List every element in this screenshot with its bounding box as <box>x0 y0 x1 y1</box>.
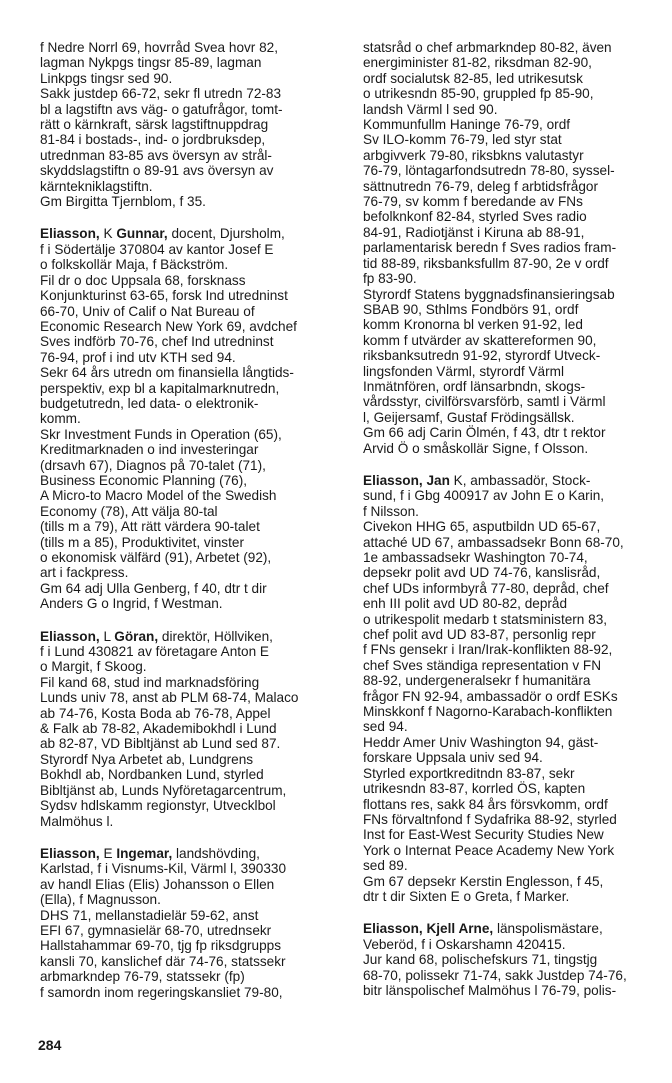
text-line <box>40 798 340 813</box>
text-segment: Sves indförb 70-76, chef Ind utredninst <box>40 334 274 350</box>
text-segment: Styrled exportkreditndn 83-87, sekr <box>363 765 575 781</box>
text-line <box>363 689 655 704</box>
text-segment: Fil kand 68, stud ind marknadsföring <box>40 674 260 690</box>
text-segment: f i Lund 430821 av företagare Anton E <box>40 644 270 660</box>
text-segment: fp 83-90. <box>363 271 417 287</box>
text-line <box>363 132 655 147</box>
text-segment: länspolismästare, <box>493 921 603 937</box>
text-segment: energiminister 81-82, riksdman 82-90, <box>363 55 592 71</box>
text-segment: arbgivverk 79-80, riksbkns valutastyr <box>363 147 584 163</box>
text-line <box>40 411 340 426</box>
text-line <box>363 535 655 550</box>
entry-name: Eliasson, Kjell Arne, <box>363 921 494 937</box>
text-line <box>363 333 655 348</box>
text-line <box>363 735 655 750</box>
text-segment: direktör, Höllviken, <box>158 628 273 644</box>
text-segment: 76-79, sv komm f beredande av FNs <box>363 194 583 210</box>
text-line <box>363 40 655 55</box>
text-line <box>40 381 340 396</box>
text-segment: ab 82-87, VD Bibltjänst ab Lund sed 87. <box>40 736 281 752</box>
text-line <box>40 736 340 751</box>
text-segment: Minskkonf f Nagorno-Karabach-konflikten <box>363 704 613 720</box>
text-line <box>40 954 340 969</box>
text-line <box>40 504 340 519</box>
text-segment: (tills m a 79), Att rätt värdera 90-talet <box>40 519 260 535</box>
text-line <box>363 719 655 734</box>
text-segment: komm. <box>40 411 81 427</box>
entry-header-line <box>40 846 340 861</box>
text-line <box>40 488 340 503</box>
text-segment: riksbanksutredn 91-92, styrordf Utveck- <box>363 348 601 364</box>
text-line <box>363 441 655 456</box>
text-line <box>363 179 655 194</box>
text-line <box>363 658 655 673</box>
text-line <box>363 364 655 379</box>
text-segment: (Ella), f Magnusson. <box>40 892 161 908</box>
text-segment: Sekr 64 års utredn om finansiella långtids- <box>40 365 294 381</box>
text-line <box>40 767 340 782</box>
text-line <box>40 690 340 705</box>
text-line <box>40 365 340 380</box>
text-line <box>40 814 340 829</box>
text-segment: K, ambassadör, Stock- <box>449 472 591 488</box>
text-segment: o utrikespolit medarb t statsministern 83, <box>363 611 608 627</box>
text-segment: docent, Djursholm, <box>167 226 285 242</box>
text-segment: ordf socialutsk 82-85, led utrikesutsk <box>363 70 583 86</box>
entry-name: Gunnar, <box>116 226 168 242</box>
text-line <box>40 581 340 596</box>
text-segment: 88-92, undergeneralsekr f humanitära <box>363 673 591 689</box>
text-segment: Bokhdl ab, Nordbanken Lund, styrled <box>40 767 264 783</box>
text-line <box>40 132 340 147</box>
text-segment: o utrikesndn 85-90, gruppled fp 85-90, <box>363 86 594 102</box>
text-segment: Malmöhus l. <box>40 813 114 829</box>
text-segment: lagman Nykpgs tingsr 85-89, lagman <box>40 55 262 71</box>
text-segment: sed 94. <box>363 719 408 735</box>
text-line <box>363 302 655 317</box>
text-line <box>363 983 655 998</box>
text-line <box>40 163 340 178</box>
text-line <box>363 766 655 781</box>
text-line <box>40 427 340 442</box>
text-line <box>363 750 655 765</box>
text-line <box>40 877 340 892</box>
text-line <box>40 783 340 798</box>
text-line <box>363 287 655 302</box>
text-line <box>363 256 655 271</box>
text-line <box>363 102 655 117</box>
text-line <box>363 581 655 596</box>
text-segment: enh III polit avd UD 80-82, depråd <box>363 596 568 612</box>
text-segment: Styrordf Statens byggnadsfinansieringsab <box>363 286 615 302</box>
left-column <box>40 40 340 1000</box>
text-line <box>40 242 340 257</box>
text-segment: f Nedre Norrl 69, hovrråd Svea hovr 82, <box>40 40 279 55</box>
text-segment: Civekon HHG 65, asputbildn UD 65-67, <box>363 519 601 535</box>
text-segment: Styrordf Nya Arbetet ab, Lundgrens <box>40 751 254 767</box>
text-segment: o folkskollär Maja, f Bäckström. <box>40 257 229 273</box>
text-segment: komm Kronorna bl verken 91-92, led <box>363 317 583 333</box>
text-segment: sed 89. <box>363 858 408 874</box>
text-line <box>363 968 655 983</box>
text-line <box>363 86 655 101</box>
text-line <box>40 86 340 101</box>
text-segment: Anders G o Ingrid, f Westman. <box>40 596 223 612</box>
entry-separator <box>40 829 340 846</box>
text-segment: lingsfonden Värml, styrordf Värml <box>363 363 564 379</box>
text-segment: Bibltjänst ab, Lunds Nyföretagarcentrum, <box>40 782 287 798</box>
text-line <box>40 535 340 550</box>
text-line <box>40 350 340 365</box>
text-segment: attaché UD 67, ambassadsekr Bonn 68-70, <box>363 534 624 550</box>
text-line <box>363 209 655 224</box>
text-segment: FNs förvaltnfond f Sydafrika 88-92, styrled <box>363 811 617 827</box>
text-line <box>363 163 655 178</box>
text-segment: EFI 67, gymnasielär 68-70, utrednsekr <box>40 922 272 938</box>
text-line <box>40 148 340 163</box>
text-segment: Lunds univ 78, anst ab PLM 68-74, Malaco <box>40 690 299 706</box>
entry-name: Jan <box>426 472 450 488</box>
text-segment: tid 88-89, riksbanksfullm 87-90, 2e v ordf <box>363 255 609 271</box>
text-segment: bl a lagstiftn avs väg- o gatufrågor, tomt- <box>40 101 283 117</box>
text-line <box>40 861 340 876</box>
text-segment: Inst for East-West Security Studies New <box>363 827 604 843</box>
text-segment: vårdsstyr, civilförsvarsförb, samtl i Värml <box>363 394 606 410</box>
text-line <box>363 348 655 363</box>
text-segment: L <box>99 628 115 644</box>
text-segment: Kommunfullm Haninge 76-79, ordf <box>363 117 571 133</box>
text-segment: o Margit, f Skoog. <box>40 659 147 675</box>
text-line <box>363 225 655 240</box>
text-segment: f i Södertälje 370804 av kantor Josef E <box>40 241 274 257</box>
text-segment: komm f utvärder av skattereformen 90, <box>363 332 597 348</box>
text-line <box>40 550 340 565</box>
text-segment: Sv ILO-komm 76-79, led styr stat <box>363 132 562 148</box>
text-line <box>363 612 655 627</box>
text-segment: York o Internat Peace Academy New York <box>363 842 615 858</box>
entry-header-line <box>40 629 340 644</box>
text-segment: chef polit avd UD 83-87, personlig repr <box>363 627 596 643</box>
page-number: 284 <box>38 1037 62 1053</box>
text-line <box>363 781 655 796</box>
text-segment: landsh Värml l sed 90. <box>363 101 498 117</box>
text-segment: skyddslagstiftn o 89-91 avs översyn av <box>40 163 274 179</box>
text-segment: utrednman 83-85 avs översyn av strål- <box>40 147 272 163</box>
text-line <box>363 317 655 332</box>
text-segment: 1e ambassadsekr Washington 70-74, <box>363 550 588 565</box>
text-segment: 81-84 i bostads-, ind- o jordbruksdep, <box>40 132 266 148</box>
text-line <box>40 319 340 334</box>
text-segment: Sakk justdep 66-72, sekr fl utredn 72-83 <box>40 86 282 102</box>
text-line <box>363 240 655 255</box>
entry-separator <box>363 456 655 473</box>
text-segment: f FNs gensekr i Iran/Irak-konflikten 88-92, <box>363 642 613 658</box>
text-line <box>363 858 655 873</box>
text-line <box>40 194 340 209</box>
text-segment: DHS 71, mellanstadielär 59-62, anst <box>40 907 259 923</box>
text-line <box>363 642 655 657</box>
entry-header-line <box>363 473 655 488</box>
text-line <box>363 937 655 952</box>
text-line <box>363 488 655 503</box>
text-segment: rätt o kärnkraft, särsk lagstiftnuppdrag <box>40 117 269 133</box>
text-line <box>40 596 340 611</box>
entry-name: Göran, <box>114 628 159 644</box>
entry-header-line <box>40 226 340 241</box>
text-line <box>363 843 655 858</box>
text-line <box>363 71 655 86</box>
entry-name: Eliasson, <box>40 226 100 242</box>
text-line <box>363 874 655 889</box>
text-line <box>40 55 340 70</box>
text-segment: Linkpgs tingsr sed 90. <box>40 70 173 86</box>
text-segment: Gm 66 adj Carin Ölmén, f 43, dtr t rektor <box>363 425 606 441</box>
text-line <box>40 923 340 938</box>
text-segment: f samordn inom regeringskansliet 79-80, <box>40 984 283 1000</box>
entry-name: Eliasson, <box>40 845 100 861</box>
text-segment: Skr Investment Funds in Operation (65), <box>40 426 282 442</box>
text-segment: 68-70, polissekr 71-74, sakk Justdep 74-76, <box>363 967 627 983</box>
text-segment: dtr t dir Sixten E o Greta, f Marker. <box>363 888 570 904</box>
text-line <box>40 288 340 303</box>
text-segment: Veberöd, f i Oskarshamn 420415. <box>363 936 566 952</box>
text-segment: art i fackpress. <box>40 565 129 581</box>
text-line <box>40 304 340 319</box>
text-line <box>40 40 340 55</box>
entry-header-line <box>363 921 655 936</box>
text-segment: kärntekniklagstiftn. <box>40 178 153 194</box>
text-segment: Gm 67 depsekr Kerstin Englesson, f 45, <box>363 873 604 889</box>
text-segment: perspektiv, exp bl a kapitalmarknutredn, <box>40 380 280 396</box>
text-line <box>40 257 340 272</box>
text-segment: (tills m a 85), Produktivitet, vinster <box>40 534 244 550</box>
text-line <box>40 644 340 659</box>
text-segment: chef UDs informbyrå 77-80, depråd, chef <box>363 580 609 596</box>
text-line <box>363 504 655 519</box>
text-line <box>363 812 655 827</box>
text-segment: depsekr polit avd UD 74-76, kanslisråd, <box>363 565 601 581</box>
text-line <box>363 627 655 642</box>
text-segment: Economy (78), Att välja 80-tal <box>40 503 218 519</box>
text-segment: arbmarkndep 76-79, statssekr (fp) <box>40 969 245 985</box>
text-line <box>40 752 340 767</box>
text-line <box>363 673 655 688</box>
text-segment: flottans res, sakk 84 års försvkomm, ordf <box>363 796 608 812</box>
text-segment: Fil dr o doc Uppsala 68, forsknass <box>40 272 246 288</box>
text-segment: Heddr Amer Univ Washington 94, gäst- <box>363 734 599 750</box>
text-segment: Business Economic Planning (76), <box>40 472 248 488</box>
text-line <box>40 117 340 132</box>
text-segment: K <box>99 226 117 242</box>
text-line <box>40 519 340 534</box>
text-segment: utrikesndn 83-87, korrled ÖS, kapten <box>363 781 586 797</box>
text-segment: 66-70, Univ of Calif o Nat Bureau of <box>40 303 255 319</box>
right-column <box>363 40 655 998</box>
text-segment: Konjunkturinst 63-65, forsk Ind utredninst <box>40 288 288 304</box>
text-segment: E <box>99 845 117 861</box>
text-line <box>363 596 655 611</box>
text-line <box>363 704 655 719</box>
text-line <box>40 721 340 736</box>
text-segment: Gm Birgitta Tjernblom, f 35. <box>40 194 206 210</box>
text-segment: Sydsv hdlskamm regionstyr, Utvecklbol <box>40 798 276 814</box>
text-segment: frågor FN 92-94, ambassadör o ordf ESKs <box>363 688 618 704</box>
text-segment: 76-94, prof i ind utv KTH sed 94. <box>40 349 236 365</box>
text-segment: budgetutredn, led data- o elektronik- <box>40 395 259 411</box>
text-segment: forskare Uppsala univ sed 94. <box>363 750 543 766</box>
text-line <box>40 908 340 923</box>
entry-separator <box>363 904 655 921</box>
text-segment: sättnutredn 76-79, deleg f arbtidsfrågor <box>363 178 599 194</box>
text-line <box>40 179 340 194</box>
text-line <box>363 889 655 904</box>
text-line <box>363 550 655 565</box>
text-line <box>40 706 340 721</box>
text-line <box>40 102 340 117</box>
text-line <box>363 410 655 425</box>
text-line <box>40 985 340 1000</box>
text-segment: befolknkonf 82-84, styrled Sves radio <box>363 209 587 225</box>
text-line <box>363 797 655 812</box>
text-line <box>40 334 340 349</box>
text-segment: 84-91, Radiotjänst i Kiruna ab 88-91, <box>363 224 585 240</box>
text-line <box>40 458 340 473</box>
text-line <box>40 938 340 953</box>
text-line <box>363 519 655 534</box>
text-segment: chef Sves ständiga representation v FN <box>363 657 602 673</box>
text-segment: Jur kand 68, polischefskurs 71, tingstjg <box>363 952 598 968</box>
text-segment: ab 74-76, Kosta Boda ab 76-78, Appel <box>40 705 271 721</box>
text-segment: landshövding, <box>172 845 260 861</box>
entry-name: Eliasson, <box>363 472 423 488</box>
text-segment: Gm 64 adj Ulla Genberg, f 40, dtr t dir <box>40 580 267 596</box>
text-segment: o ekonomisk välfärd (91), Arbetet (92), <box>40 550 272 565</box>
text-segment: Inmätnfören, ordf länsarbndn, skogs- <box>363 378 586 394</box>
text-line <box>363 394 655 409</box>
text-line <box>40 71 340 86</box>
text-line <box>40 969 340 984</box>
text-line <box>40 675 340 690</box>
text-line <box>363 271 655 286</box>
entry-name: Ingemar, <box>116 845 173 861</box>
text-segment: statsråd o chef arbmarkndep 80-82, även <box>363 40 612 55</box>
entry-name: Eliasson, <box>40 628 100 644</box>
text-line <box>363 194 655 209</box>
text-segment: f Nilsson. <box>363 503 419 519</box>
text-segment: parlamentarisk beredn f Sves radios fram- <box>363 240 617 256</box>
text-segment: Economic Research New York 69, avdchef <box>40 318 297 334</box>
text-segment: Kreditmarknaden o ind investeringar <box>40 442 259 458</box>
text-segment: Karlstad, f i Visnums-Kil, Värml l, 390330 <box>40 861 287 877</box>
entry-separator <box>40 612 340 629</box>
text-line <box>40 442 340 457</box>
text-line <box>363 565 655 580</box>
text-segment: (drsavh 67), Diagnos på 70-talet (71), <box>40 457 266 473</box>
text-line <box>363 55 655 70</box>
text-line <box>363 952 655 967</box>
text-line <box>40 473 340 488</box>
text-line <box>40 273 340 288</box>
text-line <box>363 148 655 163</box>
text-line <box>40 892 340 907</box>
text-segment: kansli 70, kanslichef där 74-76, statssekr <box>40 953 286 969</box>
text-segment: 76-79, löntagarfondsutredn 78-80, syssel- <box>363 163 615 179</box>
text-segment: A Micro-to Macro Model of the Swedish <box>40 488 277 504</box>
text-line <box>363 425 655 440</box>
text-segment: Hallstahammar 69-70, tjg fp riksdgrupps <box>40 938 282 954</box>
text-line <box>40 396 340 411</box>
text-line <box>363 117 655 132</box>
text-line <box>363 827 655 842</box>
text-line <box>40 565 340 580</box>
text-line <box>40 659 340 674</box>
text-segment: & Falk ab 78-82, Akademibokhdl i Lund <box>40 721 277 737</box>
text-segment: SBAB 90, Sthlms Fondbörs 91, ordf <box>363 301 579 317</box>
text-segment: l, Geijersamf, Gustaf Frödingsällsk. <box>363 409 575 425</box>
text-segment: bitr länspolischef Malmöhus l 76-79, polis- <box>363 982 617 998</box>
text-segment: Arvid Ö o småskollär Signe, f Olsson. <box>363 440 589 456</box>
text-line <box>363 379 655 394</box>
entry-separator <box>40 209 340 226</box>
text-segment: sund, f i Gbg 400917 av John E o Karin, <box>363 488 605 504</box>
text-segment: av handl Elias (Elis) Johansson o Ellen <box>40 876 275 892</box>
